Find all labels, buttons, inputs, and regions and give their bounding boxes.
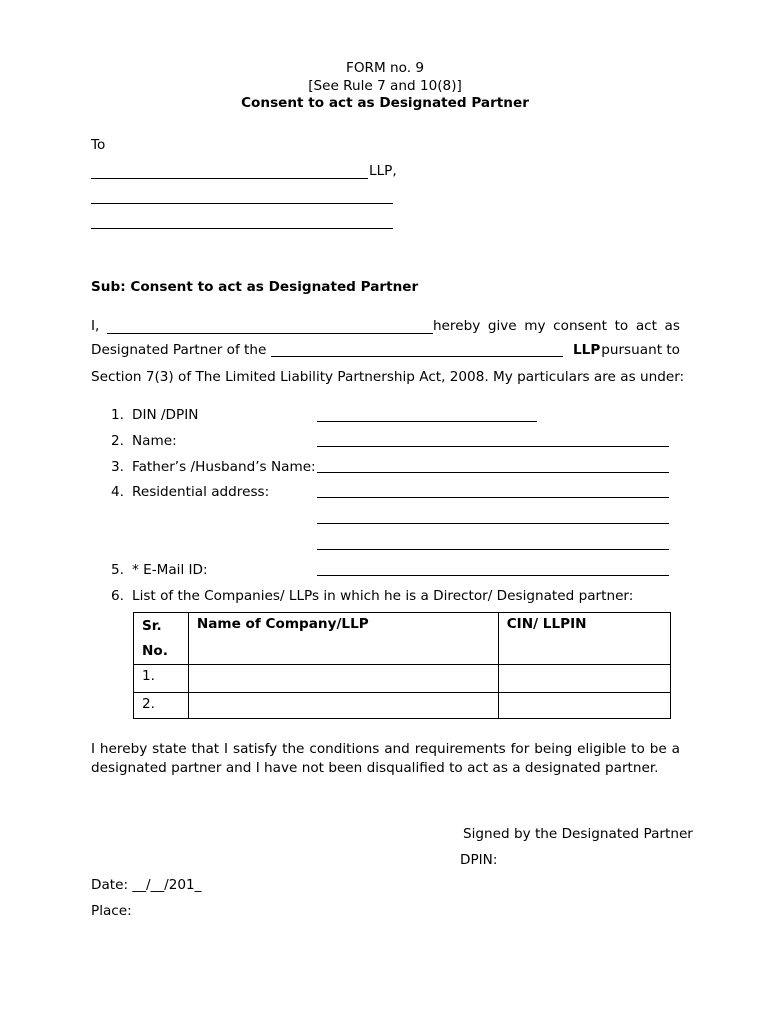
row-sr: 2. <box>134 693 189 719</box>
consent-word: act <box>635 317 657 334</box>
consent-pursuant: pursuant to <box>601 342 680 358</box>
header-company-name: Name of Company/LLP <box>188 613 498 665</box>
residential-address-field-3[interactable] <box>317 549 669 550</box>
particular-label: Name: <box>132 433 177 449</box>
list-number: 4. <box>111 484 124 500</box>
list-number: 2. <box>111 433 124 449</box>
table-row <box>134 693 671 719</box>
list-number: 6. <box>111 588 124 604</box>
consent-word: my <box>524 317 546 334</box>
email-field[interactable] <box>317 575 669 576</box>
table-row <box>134 665 671 693</box>
din-field[interactable] <box>317 421 537 422</box>
particular-father-name <box>100 459 316 475</box>
header-cin-llpin: CIN/ LLPIN <box>498 613 670 665</box>
consent-line-2 <box>91 342 680 360</box>
list-number: 3. <box>111 459 124 475</box>
row-company-name-cell[interactable] <box>188 665 498 693</box>
list-number: 1. <box>111 407 124 423</box>
consent-designated-partner-of: Designated Partner of the <box>91 342 267 358</box>
particular-label: Residential address: <box>132 484 270 500</box>
llp-field[interactable] <box>271 356 563 357</box>
particular-email <box>100 562 208 578</box>
residential-address-field-1[interactable] <box>317 497 669 498</box>
consent-word: consent <box>553 317 607 334</box>
to-label: To <box>91 137 106 153</box>
list-number: 5. <box>111 562 124 578</box>
row-cin-cell[interactable] <box>498 665 670 693</box>
subject-line: Sub: Consent to act as Designated Partner <box>91 279 419 295</box>
residential-address-field-2[interactable] <box>317 523 669 524</box>
consent-word: to <box>614 317 629 334</box>
consent-word: as <box>664 317 680 334</box>
particular-name <box>100 433 177 449</box>
name-field[interactable] <box>317 446 669 447</box>
particular-address <box>100 484 269 500</box>
llp-name-line[interactable] <box>91 178 368 179</box>
particular-label: Father’s /Husband’s Name: <box>132 459 316 475</box>
header-sr-no: Sr. No. <box>134 613 189 665</box>
date-field[interactable]: Date: __/__/201_ <box>91 877 202 893</box>
rule-reference: [See Rule 7 and 10(8)] <box>308 78 462 94</box>
particular-label: DIN /DPIN <box>132 407 199 423</box>
consent-word: hereby <box>432 317 481 334</box>
row-cin-cell[interactable] <box>498 693 670 719</box>
consent-line-3: Section 7(3) of The Limited Liability Partnership Act, 2008. My particulars are as under: <box>91 369 685 385</box>
llp-suffix: LLP, <box>369 163 397 179</box>
consent-llp: LLP <box>573 342 601 358</box>
consent-word: give <box>487 317 517 334</box>
row-company-name-cell[interactable] <box>188 693 498 719</box>
particular-din <box>100 407 198 423</box>
partner-name-field[interactable] <box>107 318 433 334</box>
dpin-label: DPIN: <box>460 852 498 868</box>
table-header-row <box>134 613 671 665</box>
address-line-2[interactable] <box>91 228 393 229</box>
place-label: Place: <box>91 903 132 919</box>
consent-line-1 <box>91 316 680 334</box>
declaration-paragraph: I hereby state that I satisfy the conditions and requirements for being eligible to be a designated partner and I have not been disqualified to act as a designated partner. <box>91 741 680 776</box>
address-line-1[interactable] <box>91 203 393 204</box>
form-number: FORM no. 9 <box>346 60 424 76</box>
particular-label: List of the Companies/ LLPs in which he is a Director/ Designated partner: <box>132 588 634 604</box>
particular-label: * E-Mail ID: <box>132 562 208 578</box>
companies-table <box>133 612 671 719</box>
consent-i: I, <box>91 317 100 334</box>
row-sr: 1. <box>134 665 189 693</box>
particular-companies-list <box>100 588 633 604</box>
signed-by-label: Signed by the Designated Partner <box>463 826 693 842</box>
father-husband-name-field[interactable] <box>317 472 669 473</box>
form-title: Consent to act as Designated Partner <box>241 95 529 111</box>
